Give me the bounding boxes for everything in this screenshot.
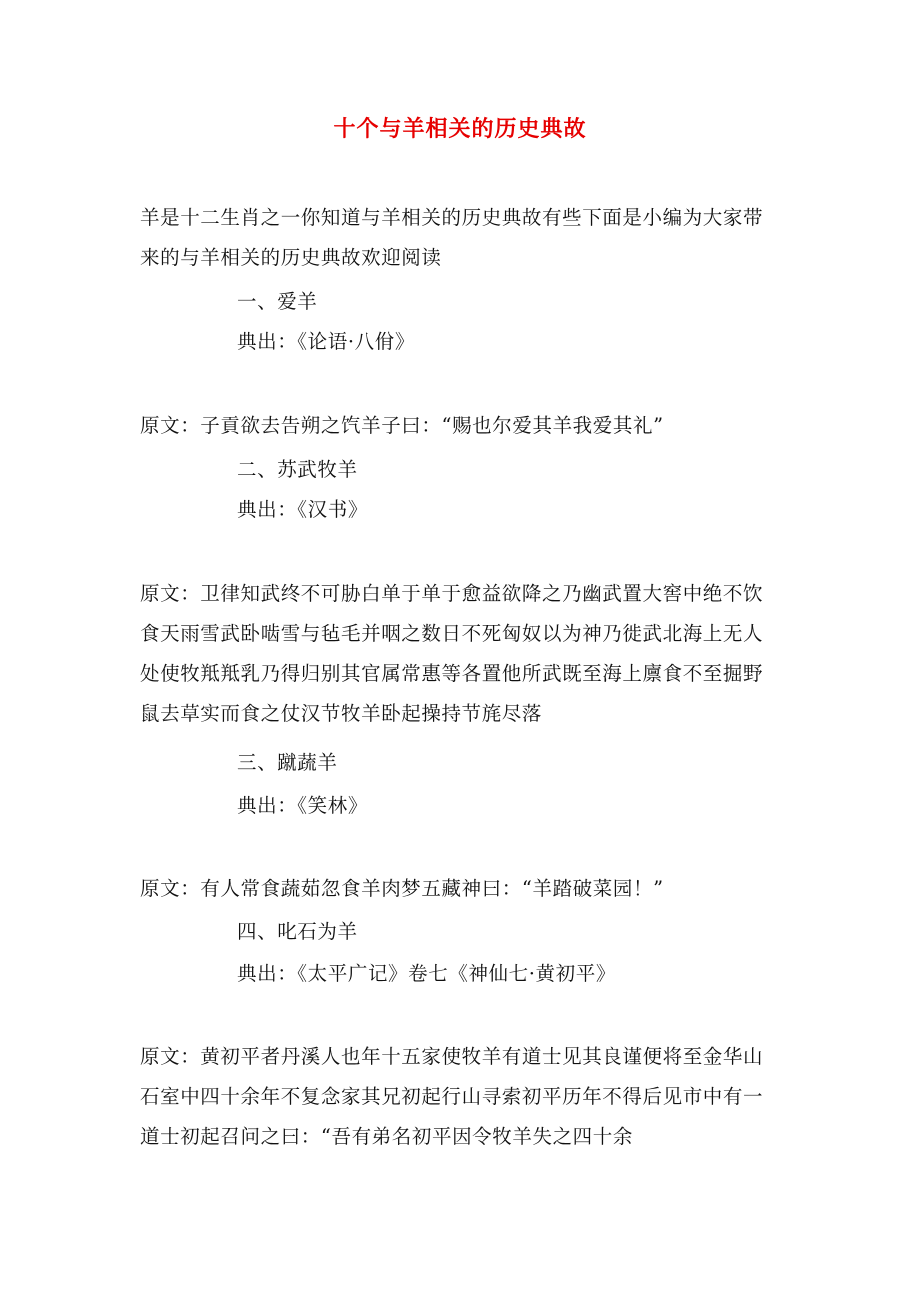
story-heading-1: 一、爱羊 bbox=[237, 290, 318, 313]
story-heading-3: 三、蹴蔬羊 bbox=[237, 751, 338, 774]
story-text-1: 原文：子貢欲去告朔之饩羊子曰：“赐也尔爱其羊我爱其礼” bbox=[140, 414, 664, 437]
intro-paragraph: 羊是十二生肖之一你知道与羊相关的历史典故有些下面是小编为大家带来的与羊相关的历史典故欢迎阅读 bbox=[140, 206, 764, 269]
story-text-2: 原文：卫律知武终不可胁白单于单于愈益欲降之乃幽武置大窖中绝不饮食天雨雪武卧啮雪与毡毛并咽之数日不死匈奴以为神乃徙武北海上无人处使牧羝羝乳乃得归别其官属常惠等各置他所武既至海上廪食不至掘野鼠去草实而食之仗汉节牧羊卧起操持节旄尽落 bbox=[140, 582, 764, 725]
story-text-4: 原文：黄初平者丹溪人也年十五家使牧羊有道士见其良谨便将至金华山石室中四十余年不复念家其兄初起行山寻索初平历年不得后见市中有一道士初起召问之曰：“吾有弟名初平因令牧羊失之四十余 bbox=[140, 1045, 764, 1148]
story-source-3: 典出：《笑林》 bbox=[237, 794, 368, 817]
story-source-1: 典出：《论语·八佾》 bbox=[237, 330, 415, 353]
story-heading-2: 二、苏武牧羊 bbox=[237, 458, 358, 481]
document-title: 十个与羊相关的历史典故 bbox=[333, 116, 587, 142]
story-source-2: 典出：《汉书》 bbox=[237, 498, 368, 521]
story-text-3: 原文：有人常食蔬茹忽食羊肉梦五藏神曰：“羊踏破菜园！” bbox=[140, 877, 664, 900]
story-source-4: 典出：《太平广记》卷七《神仙七·黄初平》 bbox=[237, 962, 616, 985]
story-heading-4: 四、叱石为羊 bbox=[237, 920, 358, 943]
